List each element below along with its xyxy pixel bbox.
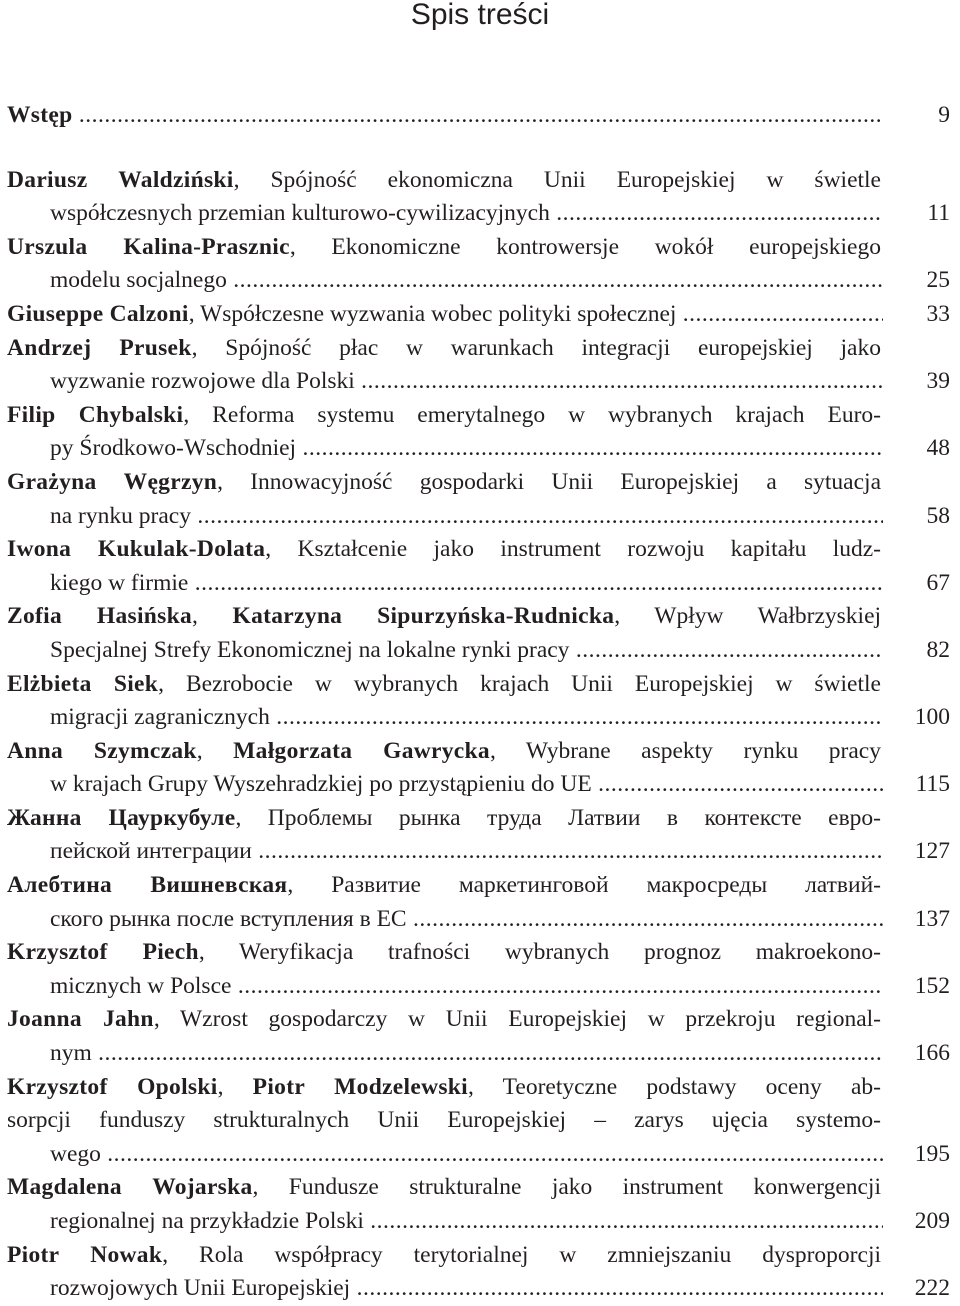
page-number: 39 [926, 368, 950, 395]
entry-title: , Проблемы рынка труда Латвии в контексте евро- [235, 804, 881, 831]
dot-leader [50, 368, 883, 394]
entry-author: Жанна Цауркубуле [7, 804, 236, 831]
entry-author: Urszula Kalina-Prasznic [7, 233, 290, 260]
page-number: 115 [915, 771, 950, 798]
entry-author: Andrzej Prusek [7, 334, 192, 361]
toc-entry[interactable] [7, 802, 955, 869]
dot-leader [50, 503, 883, 529]
dot-leader [50, 435, 883, 461]
entry-title: , Reforma systemu emerytalnego w wybranych krajach Euro- [183, 401, 881, 428]
entry-author: Krzysztof Opolski [7, 1073, 218, 1100]
entry-title: nym [50, 1040, 92, 1067]
entry-author: Piotr Nowak [7, 1241, 163, 1268]
toc-entry[interactable] [7, 298, 955, 332]
entry-author: Алебтина Вишневская [7, 872, 288, 899]
entry-title: w krajach Grupy Wyszehradzkiej po przystąpieniu do UE [50, 771, 592, 798]
entry-author: Katarzyna Sipurzyńska-Rudnicka [232, 603, 615, 630]
toc-entry[interactable] [7, 1239, 955, 1306]
entry-author: Joanna Jahn [7, 1006, 154, 1033]
entry-author: Elżbieta Siek [7, 670, 159, 697]
page-number: 100 [914, 704, 950, 731]
toc-entry[interactable] [7, 1071, 955, 1172]
page-number: 48 [926, 435, 950, 462]
dot-leader [50, 267, 883, 293]
entry-author: Małgorzata Gawrycka [233, 737, 490, 764]
dot-leader [50, 1208, 883, 1234]
entry-author: Krzysztof Piech [7, 939, 199, 966]
toc-entry[interactable] [7, 869, 955, 936]
page-number: 11 [927, 200, 950, 227]
page-number: 166 [914, 1040, 950, 1067]
toc-entry[interactable] [7, 332, 955, 399]
toc-entry[interactable] [7, 735, 955, 802]
entry-title: , [196, 737, 234, 764]
toc-entry[interactable] [7, 466, 955, 533]
page-number: 9 [938, 102, 950, 128]
entry-title: , Ekonomiczne kontrowersje wokół europejskiego [289, 233, 881, 260]
toc-entry[interactable] [7, 164, 955, 231]
entry-title: , Kształcenie jako instrument rozwoju kapitału ludz- [265, 536, 881, 563]
toc-entry[interactable] [7, 231, 955, 298]
entry-author: Piotr Modzelewski [252, 1073, 468, 1100]
entry-title: kiego w firmie [50, 569, 189, 596]
dot-leader [50, 771, 883, 797]
table-of-contents [7, 99, 955, 1306]
page-number: 25 [926, 267, 950, 294]
entry-title: , Rola współpracy terytorialnej w zmniejszaniu dysproporcji [162, 1241, 881, 1268]
entry-title: , Spójność płac w warunkach integracji europejskiej jako [191, 334, 881, 361]
entry-title: , Fundusze strukturalne jako instrument konwergencji [252, 1174, 881, 1201]
entry-title: , Wzrost gospodarczy w Unii Europejskiej w przekroju regional- [153, 1006, 881, 1033]
toc-entry[interactable] [7, 668, 955, 735]
entry-author: Zofia Hasińska [7, 603, 193, 630]
dot-leader [7, 301, 883, 327]
entry-title: , Innowacyjność gospodarki Unii Europejskiej a sytuacja [217, 468, 881, 495]
page-number: 195 [914, 1140, 950, 1167]
entry-title: wego [50, 1140, 101, 1167]
entry-title: migracji zagranicznych [50, 704, 270, 731]
entry-author: Filip Chybalski [7, 401, 184, 428]
dot-leader [50, 1275, 883, 1301]
page-number: 127 [914, 838, 950, 865]
dot-leader [50, 838, 883, 864]
page-number: 67 [926, 569, 950, 596]
page-number: 82 [926, 636, 950, 663]
entry-title: , Bezrobocie w wybranych krajach Unii Europejskiej w świetle [158, 670, 881, 697]
entry-author: Giuseppe Calzoni [7, 300, 189, 327]
page-number: 209 [914, 1208, 950, 1234]
page-number: 152 [914, 972, 950, 999]
entry-title: Specjalnej Strefy Ekonomicznej na lokalne rynki pracy [50, 636, 570, 663]
page-number: 137 [914, 905, 950, 932]
entry-title: , [217, 1073, 253, 1100]
dot-leader [50, 704, 883, 730]
entry-title: , Wpływ Wałbrzyskiej [614, 603, 882, 630]
entry-title: modelu socjalnego [50, 267, 227, 294]
entry-title: пейской интеграции [50, 838, 252, 865]
entry-author: Grażyna Węgrzyn [7, 468, 218, 495]
entry-author: Magdalena Wojarska [7, 1174, 253, 1201]
entry-author: Iwona Kukulak-Dolata [7, 536, 266, 563]
toc-entry[interactable] [7, 533, 955, 600]
entry-title: , Teoretyczne podstawy oceny ab- [468, 1073, 881, 1100]
page-number: 58 [926, 502, 950, 529]
entry-author: Dariusz Waldziński [7, 166, 234, 193]
entry-title: , [192, 603, 233, 630]
entry-title: , Weryfikacja trafności wybranych prognoz makroekono- [198, 939, 881, 966]
entry-title: , Współczesne wyzwania wobec polityki społecznej [188, 300, 677, 327]
entry-author: Anna Szymczak [7, 737, 197, 764]
dot-leader [7, 102, 883, 128]
toc-entry[interactable] [7, 399, 955, 466]
entry-title: współczesnych przemian kulturowo-cywilizacyjnych [50, 200, 550, 227]
toc-entry[interactable] [7, 99, 955, 133]
entry-title: py Środkowo-Wschodniej [50, 435, 297, 462]
toc-entry[interactable] [7, 1171, 955, 1238]
dot-leader [50, 200, 883, 226]
entry-title: micznych w Polsce [50, 972, 232, 999]
dot-leader [50, 1141, 883, 1167]
entry-title: Wstęp [7, 102, 73, 128]
entry-title: wyzwanie rozwojowe dla Polski [50, 368, 355, 395]
page-number: 33 [926, 300, 950, 327]
toc-entry[interactable] [7, 1003, 955, 1070]
dot-leader [50, 973, 883, 999]
dot-leader [50, 1040, 883, 1066]
entry-title: na rynku pracy [50, 502, 191, 529]
dot-leader [50, 570, 883, 596]
toc-entry[interactable] [7, 600, 955, 667]
dot-leader [50, 906, 883, 932]
page-number: 222 [914, 1275, 950, 1302]
entry-title: , Развитие маркетинговой макросреды латвий- [287, 872, 881, 899]
entry-title: rozwojowych Unii Europejskiej [50, 1275, 351, 1302]
entry-title: sorpcji funduszy strukturalnych Unii Europejskiej – zarys ujęcia systemo- [7, 1107, 881, 1134]
toc-entry[interactable] [7, 936, 955, 1003]
dot-leader [50, 637, 883, 663]
entry-title: ского рынка после вступления в ЕС [50, 905, 407, 932]
entry-title: , Wybrane aspekty rynku pracy [489, 737, 881, 764]
entry-title: regionalnej na przykładzie Polski [50, 1208, 364, 1234]
entry-title: , Spójność ekonomiczna Unii Europejskiej w świetle [233, 166, 881, 193]
page-title: Spis treści [410, 0, 550, 31]
